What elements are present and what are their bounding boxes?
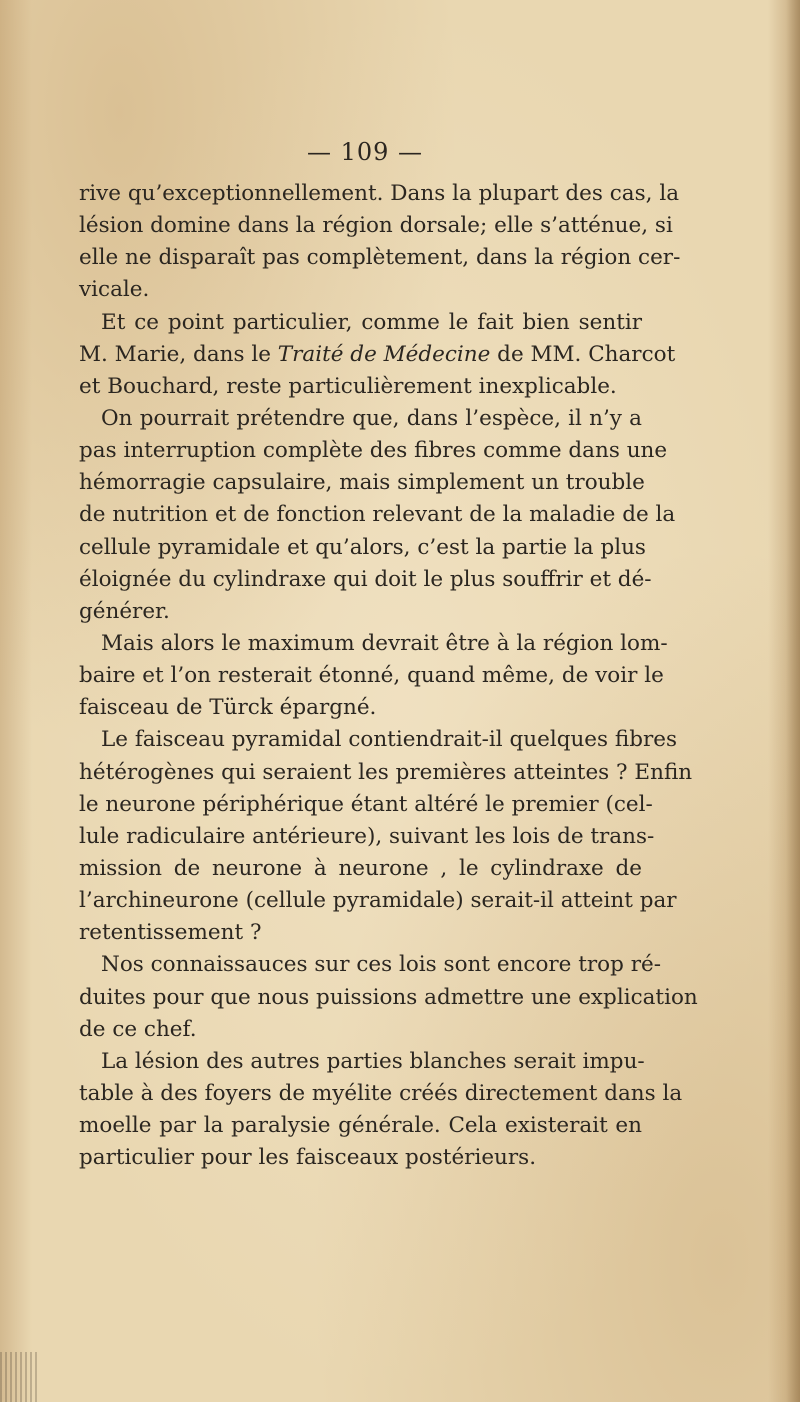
- text-line: et Bouchard, reste particulièrement inexplicable.: [79, 373, 617, 399]
- text-line: baire et l’on resterait étonné, quand même, de voir le: [79, 663, 664, 689]
- text-line: générer.: [79, 598, 170, 624]
- text-line: hémorragie capsulaire, mais simplement un trouble: [79, 470, 645, 496]
- text-line: On pourrait prétendre que, dans l’espèce, il n’y a: [101, 405, 642, 431]
- text-line: rive qu’exceptionnellement. Dans la plupart des cas, la: [79, 181, 680, 206]
- text-line: particulier pour les faisceaux postérieurs.: [79, 1145, 537, 1171]
- text-line: lésion domine dans la région dorsale; elle s’atténue, si: [79, 213, 673, 239]
- text-line: duites pour que nous puissions admettre une explication: [79, 984, 698, 1010]
- text-line: faisceau de Türck épargné.: [79, 695, 377, 721]
- text-line: lule radiculaire antérieure), suivant les lois de trans-: [79, 823, 655, 849]
- body-text: [79, 178, 698, 1174]
- text-line: pas interruption complète des fibres comme dans une: [79, 438, 668, 464]
- text-line: Et ce point particulier, comme le fait bien sentir: [101, 309, 642, 335]
- text-line: La lésion des autres parties blanches serait impu-: [101, 1048, 645, 1074]
- text-line: Le faisceau pyramidal contiendrait-il quelques fibres: [101, 727, 678, 753]
- text-line: de ce chef.: [79, 1016, 197, 1042]
- page-number: — 109 —: [306, 138, 424, 166]
- text-line: elle ne disparaît pas complètement, dans la région cer-: [79, 245, 681, 271]
- text-line: éloignée du cylindraxe qui doit le plus souffrir et dé-: [79, 566, 652, 592]
- text-line: le neurone périphérique étant altéré le premier (cel-: [79, 791, 653, 817]
- text-line: table à des foyers de myélite créés directement dans la: [79, 1080, 683, 1106]
- text-line: mission de neurone à neurone , le cylindraxe de: [79, 855, 642, 881]
- text-line: Mais alors le maximum devrait être à la région lom-: [101, 630, 668, 656]
- text-line: M. Marie, dans le Traité de Médecine de MM. Charcot: [79, 341, 676, 367]
- binding-mark: [0, 1352, 40, 1402]
- page-edge-shadow: [786, 0, 800, 1402]
- text-line: retentissement ?: [79, 920, 262, 946]
- text-line: l’archineurone (cellule pyramidale) serait-il atteint par: [79, 888, 677, 914]
- text-line: hétérogènes qui seraient les premières atteintes ? Enfin: [79, 759, 693, 785]
- text-line: vicale.: [79, 277, 150, 303]
- text-line: cellule pyramidale et qu’alors, c’est la partie la plus: [79, 534, 646, 560]
- text-line: moelle par la paralysie générale. Cela existerait en: [79, 1113, 642, 1139]
- text-line: Nos connaissauces sur ces lois sont encore trop ré-: [101, 952, 661, 978]
- text-line: de nutrition et de fonction relevant de la maladie de la: [79, 502, 676, 528]
